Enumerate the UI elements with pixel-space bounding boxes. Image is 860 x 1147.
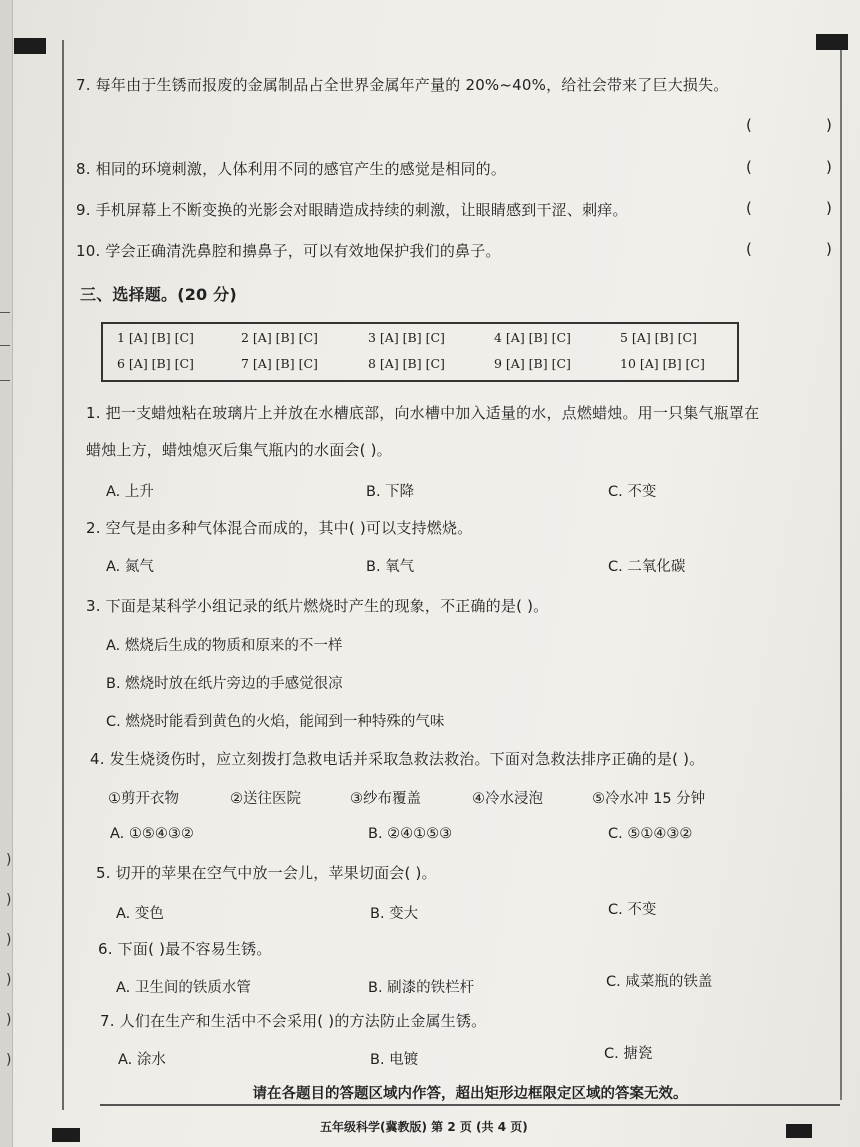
answer-paren-close: ): [826, 199, 832, 217]
option-c[interactable]: C. 不变: [608, 484, 657, 500]
edge-line: [0, 345, 10, 346]
judge-item-7: 7. 每年由于生锈而报废的金属制品占全世界金属年产量的 20%~40%，给社会带来了巨大损失。: [76, 76, 729, 94]
answer-paren-close: ): [826, 116, 832, 134]
alignment-marker-top-right: [816, 34, 848, 50]
answer-cell[interactable]: 10 [A] [B] [C]: [620, 356, 705, 371]
answer-paren-open[interactable]: (: [746, 199, 752, 217]
option-b[interactable]: B. 燃烧时放在纸片旁边的手感觉很凉: [106, 676, 343, 692]
question-4: 4. 发生烧烫伤时，应立刻拨打急救电话并采取急救法救治。下面对急救法排序正确的是( )。: [90, 750, 705, 768]
option-b[interactable]: B. 刷漆的铁栏杆: [368, 980, 475, 996]
answer-area-notice: 请在各题目的答题区域内作答，超出矩形边框限定区域的答案无效。: [252, 1086, 688, 1102]
edge-paren: ): [6, 932, 12, 948]
answer-paren-open[interactable]: (: [746, 158, 752, 176]
judge-item-8: 8. 相同的环境刺激，人体利用不同的感官产生的感觉是相同的。: [76, 160, 507, 178]
question-1-line-1: 1. 把一支蜡烛粘在玻璃片上并放在水槽底部，向水槽中加入适量的水，点燃蜡烛。用一只集气瓶罩在: [86, 404, 760, 422]
option-c[interactable]: C. 咸菜瓶的铁盖: [606, 974, 713, 990]
option-a[interactable]: A. 氮气: [106, 559, 154, 575]
page-footer: 五年级科学(冀教版) 第 2 页 (共 4 页): [320, 1120, 528, 1134]
option-a[interactable]: A. 涂水: [118, 1052, 166, 1068]
step-item: ①剪开衣物: [108, 791, 179, 807]
left-frame-line: [62, 40, 64, 1110]
step-item: ⑤冷水冲 15 分钟: [592, 791, 706, 807]
option-a[interactable]: A. 卫生间的铁质水管: [116, 980, 251, 996]
edge-paren: ): [6, 972, 12, 988]
option-b[interactable]: B. 氧气: [366, 559, 415, 575]
answer-cell[interactable]: 8 [A] [B] [C]: [368, 356, 445, 371]
alignment-marker-bottom-right: [786, 1124, 812, 1138]
edge-paren: ): [6, 1012, 12, 1028]
edge-paren: ): [6, 852, 12, 868]
answer-paren-open[interactable]: (: [746, 116, 752, 134]
question-3: 3. 下面是某科学小组记录的纸片燃烧时产生的现象，不正确的是( )。: [86, 597, 549, 615]
answer-cell[interactable]: 2 [A] [B] [C]: [241, 330, 318, 345]
judge-item-9: 9. 手机屏幕上不断变换的光影会对眼睛造成持续的刺激，让眼睛感到干涩、刺痒。: [76, 201, 628, 219]
answer-cell[interactable]: 5 [A] [B] [C]: [620, 330, 697, 345]
answer-cell[interactable]: 3 [A] [B] [C]: [368, 330, 445, 345]
answer-cell[interactable]: 6 [A] [B] [C]: [117, 356, 194, 371]
edge-paren: ): [6, 892, 12, 908]
answer-paren-close: ): [826, 158, 832, 176]
edge-paren: ): [6, 1052, 12, 1068]
step-item: ④冷水浸泡: [472, 791, 543, 807]
question-7: 7. 人们在生产和生活中不会采用( )的方法防止金属生锈。: [100, 1012, 487, 1030]
option-b[interactable]: B. ②④①⑤③: [368, 826, 453, 842]
answer-cell[interactable]: 7 [A] [B] [C]: [241, 356, 318, 371]
option-a[interactable]: A. 燃烧后生成的物质和原来的不一样: [106, 638, 343, 654]
option-c[interactable]: C. 不变: [608, 902, 657, 918]
judge-item-10: 10. 学会正确清洗鼻腔和擤鼻子，可以有效地保护我们的鼻子。: [76, 242, 501, 260]
alignment-marker-bottom-left: [52, 1128, 80, 1142]
option-a[interactable]: A. 变色: [116, 906, 164, 922]
step-item: ③纱布覆盖: [350, 791, 421, 807]
question-5: 5. 切开的苹果在空气中放一会儿，苹果切面会( )。: [96, 864, 437, 882]
answer-paren-close: ): [826, 240, 832, 258]
question-2: 2. 空气是由多种气体混合而成的，其中( )可以支持燃烧。: [86, 519, 473, 537]
option-a[interactable]: A. ①⑤④③②: [110, 826, 194, 842]
edge-line: [0, 312, 10, 313]
option-b[interactable]: B. 变大: [370, 906, 419, 922]
option-b[interactable]: B. 电镀: [370, 1052, 419, 1068]
answer-cell[interactable]: 9 [A] [B] [C]: [494, 356, 571, 371]
answer-cell[interactable]: 4 [A] [B] [C]: [494, 330, 571, 345]
option-a[interactable]: A. 上升: [106, 484, 154, 500]
option-c[interactable]: C. ⑤①④③②: [608, 826, 693, 842]
question-1-line-2: 蜡烛上方，蜡烛熄灭后集气瓶内的水面会( )。: [86, 441, 392, 459]
bottom-frame-line: [100, 1104, 840, 1106]
alignment-marker-top-left: [14, 38, 46, 54]
section-title: 三、选择题。(20 分): [80, 285, 237, 304]
answer-paren-open[interactable]: (: [746, 240, 752, 258]
question-6: 6. 下面( )最不容易生锈。: [98, 940, 272, 958]
right-frame-line: [840, 40, 842, 1100]
option-c[interactable]: C. 燃烧时能看到黄色的火焰，能闻到一种特殊的气味: [106, 714, 445, 730]
answer-card-grid: [101, 322, 739, 382]
option-b[interactable]: B. 下降: [366, 484, 415, 500]
edge-line: [0, 380, 10, 381]
step-item: ②送往医院: [230, 791, 301, 807]
answer-cell[interactable]: 1 [A] [B] [C]: [117, 330, 194, 345]
option-c[interactable]: C. 二氧化碳: [608, 559, 686, 575]
option-c[interactable]: C. 搪瓷: [604, 1046, 653, 1062]
